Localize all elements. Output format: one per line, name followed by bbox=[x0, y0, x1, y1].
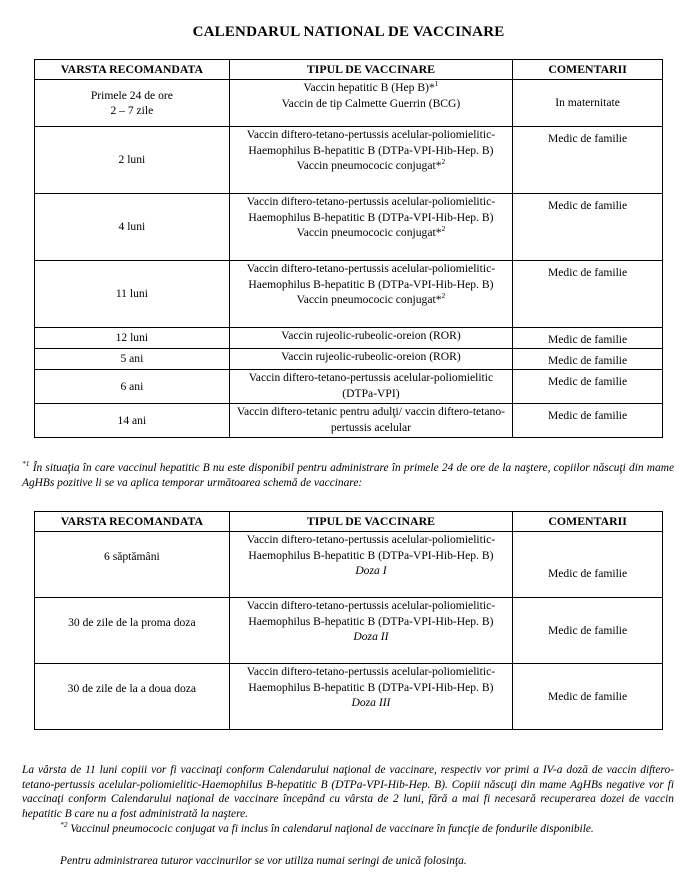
comment-cell: Medic de familie bbox=[513, 370, 663, 404]
comment-cell: Medic de familie bbox=[513, 127, 663, 194]
footnote-marker: 1 bbox=[434, 79, 439, 89]
vaccine-text bbox=[234, 349, 508, 365]
header-comments: COMENTARII bbox=[513, 512, 663, 532]
table-row bbox=[35, 261, 663, 328]
comment-cell: Medic de familie bbox=[513, 532, 663, 598]
age-text: 5 ani bbox=[120, 352, 144, 366]
vaccine-text bbox=[234, 158, 508, 174]
vaccine-name: Vaccin diftero-tetano-pertussis acelular-poliomielitic-Haemophilus B-hepatitic B (DTPa-VPI-Hib-Hep. B) bbox=[246, 262, 496, 291]
alternative-schedule-table bbox=[34, 511, 663, 730]
vaccine-cell bbox=[229, 532, 512, 598]
dose-label: Doza I bbox=[355, 564, 387, 577]
age-text: Primele 24 de ore bbox=[90, 88, 173, 102]
vaccine-cell bbox=[229, 598, 512, 664]
vaccine-cell bbox=[229, 328, 512, 349]
age-cell: 30 de zile de la proma doza bbox=[35, 598, 230, 664]
vaccine-name: Vaccin diftero-tetano-pertussis acelular-poliomielitic-Haemophilus B-hepatitic B (DTPa-VPI-Hib-Hep. B) bbox=[246, 665, 496, 694]
age-cell bbox=[35, 404, 230, 438]
vaccine-cell bbox=[229, 349, 512, 370]
vaccine-cell bbox=[229, 127, 512, 194]
table-row bbox=[35, 328, 663, 349]
footnote-pneumococcal bbox=[22, 822, 674, 837]
vaccine-text bbox=[234, 328, 508, 344]
vaccine-name: Vaccin de tip Calmette Guerrin (BCG) bbox=[281, 96, 461, 110]
vaccine-cell bbox=[229, 404, 512, 438]
header-comments: COMENTARII bbox=[513, 60, 663, 80]
vaccine-cell bbox=[229, 664, 512, 730]
vaccine-text bbox=[234, 370, 508, 401]
table-header-row bbox=[35, 60, 663, 80]
comment-cell: In maternitate bbox=[513, 80, 663, 127]
comment-cell: Medic de familie bbox=[513, 404, 663, 438]
age-cell: 6 săptămâni bbox=[35, 532, 230, 598]
table-row bbox=[35, 370, 663, 404]
vaccine-name: Vaccin diftero-tetanic pentru adulţi/ vaccin diftero-tetano-pertussis acelular bbox=[236, 405, 506, 434]
header-vaccine-type: TIPUL DE VACCINARE bbox=[229, 60, 512, 80]
footnote-marker: *1 bbox=[22, 459, 30, 469]
age-cell: 30 de zile de la a doua doza bbox=[35, 664, 230, 730]
table-row bbox=[35, 127, 663, 194]
vaccine-name: Vaccin pneumococic conjugat* bbox=[296, 159, 442, 172]
footnote-marker: 2 bbox=[441, 157, 446, 167]
age-text: 12 luni bbox=[115, 331, 149, 345]
footnote-marker: 2 bbox=[441, 291, 446, 301]
vaccine-cell bbox=[229, 194, 512, 261]
age-text: 6 ani bbox=[120, 379, 144, 393]
footnote-hepatitis-b bbox=[22, 461, 674, 490]
age-text: 14 ani bbox=[117, 413, 147, 427]
age-cell bbox=[35, 370, 230, 404]
vaccine-name: Vaccin diftero-tetano-pertussis acelular-poliomielitic-Haemophilus B-hepatitic B (DTPa-VPI-Hib-Hep. B) bbox=[246, 533, 496, 562]
vaccine-name: Vaccin diftero-tetano-pertussis acelular-poliomielitic-Haemophilus B-hepatitic B (DTPa-VPI-Hib-Hep. B) bbox=[246, 599, 496, 628]
vaccine-text bbox=[234, 194, 508, 225]
page-title: CALENDARUL NATIONAL DE VACCINARE bbox=[192, 24, 505, 40]
age-cell bbox=[35, 328, 230, 349]
header-age: VARSTA RECOMANDATA bbox=[35, 512, 230, 532]
dose-label: Doza III bbox=[351, 696, 391, 709]
vaccine-text bbox=[234, 80, 508, 96]
age-text: 4 luni bbox=[118, 220, 146, 234]
table-row bbox=[35, 664, 663, 730]
age-text: 11 luni bbox=[115, 287, 148, 301]
comment-cell: Medic de familie bbox=[513, 261, 663, 328]
age-cell bbox=[35, 261, 230, 328]
vaccine-name: Vaccin rujeolic-rubeolic-oreion (ROR) bbox=[281, 350, 461, 363]
note-syringes: Pentru administrarea tuturor vaccinurilor se vor utiliza numai seringi de unică folosinţa. bbox=[60, 855, 467, 867]
vaccine-name: Vaccin diftero-tetano-pertussis acelular-poliomielitic-Haemophilus B-hepatitic B (DTPa-VPI-Hib-Hep. B) bbox=[246, 128, 496, 157]
age-cell bbox=[35, 349, 230, 370]
header-age: VARSTA RECOMANDATA bbox=[35, 60, 230, 80]
comment-cell: Medic de familie bbox=[513, 328, 663, 349]
vaccine-text bbox=[234, 261, 508, 292]
age-cell bbox=[35, 80, 230, 127]
comment-cell: Medic de familie bbox=[513, 349, 663, 370]
footnote-marker: *2 bbox=[60, 820, 68, 830]
comment-cell: Medic de familie bbox=[513, 194, 663, 261]
footnote-marker: 2 bbox=[441, 224, 446, 234]
vaccine-name: Vaccin pneumococic conjugat* bbox=[296, 226, 442, 239]
dose-label: Doza II bbox=[353, 630, 389, 643]
header-vaccine-type: TIPUL DE VACCINARE bbox=[229, 512, 512, 532]
vaccine-text bbox=[234, 127, 508, 158]
comment-cell: Medic de familie bbox=[513, 664, 663, 730]
vaccine-text bbox=[234, 292, 508, 308]
vaccine-cell bbox=[229, 261, 512, 328]
vaccine-name: Vaccin pneumococic conjugat* bbox=[296, 293, 442, 306]
table-header-row bbox=[35, 512, 663, 532]
table-row bbox=[35, 532, 663, 598]
table-row bbox=[35, 80, 663, 127]
vaccine-name: Vaccin hepatitic B (Hep B)* bbox=[303, 81, 435, 94]
table-row bbox=[35, 349, 663, 370]
vaccine-text bbox=[234, 96, 508, 112]
table-row bbox=[35, 194, 663, 261]
vaccination-schedule-table bbox=[34, 59, 663, 438]
vaccine-text bbox=[234, 225, 508, 241]
vaccine-name: Vaccin diftero-tetano-pertussis acelular-poliomielitic-Haemophilus B-hepatitic B (DTPa-VPI-Hib-Hep. B) bbox=[246, 195, 496, 224]
age-text: 2 luni bbox=[118, 153, 146, 167]
note-eleven-months: La vârsta de 11 luni copiii vor fi vaccinaţi conform Calendarului naţional de vaccinare, respectiv vor primi a IV-a doză de vaccin diftero-tetano-pertussis acelular-poliomielitic-Haemophilus B-hepatitic B (DTPa-VPI-Hib-Hep. B). Copiii născuţi din mame AgHBs negative vor fi vaccinaţi conform Calendarului naţional de vaccinare începând cu vârsta de 2 luni, fără a mai fi necesară recuperarea dozei de vaccin hepatitic B care nu a fost administrată la naştere. bbox=[22, 764, 674, 820]
vaccine-name: Vaccin diftero-tetano-pertussis acelular-poliomielitic (DTPa-VPI) bbox=[248, 371, 494, 400]
footnote-text: În situaţia în care vaccinul hepatitic B nu este disponibil pentru administrare în primele 24 de ore de la naştere, copiilor născuţi din mame AgHBs pozitive li se va aplica temporar următoarea schemă de vaccinare: bbox=[22, 462, 674, 489]
age-cell bbox=[35, 194, 230, 261]
table-row bbox=[35, 404, 663, 438]
vaccine-name: Vaccin rujeolic-rubeolic-oreion (ROR) bbox=[281, 329, 461, 342]
vaccine-cell bbox=[229, 80, 512, 127]
age-text: 2 – 7 zile bbox=[110, 104, 154, 117]
age-cell bbox=[35, 127, 230, 194]
vaccine-cell bbox=[229, 370, 512, 404]
comment-cell: Medic de familie bbox=[513, 598, 663, 664]
footnote-text: Vaccinul pneumococic conjugat va fi inclus în calendarul naţional de vaccinare în funcţie de fondurile disponibile. bbox=[67, 823, 594, 835]
table-row bbox=[35, 598, 663, 664]
vaccine-text bbox=[234, 404, 508, 435]
